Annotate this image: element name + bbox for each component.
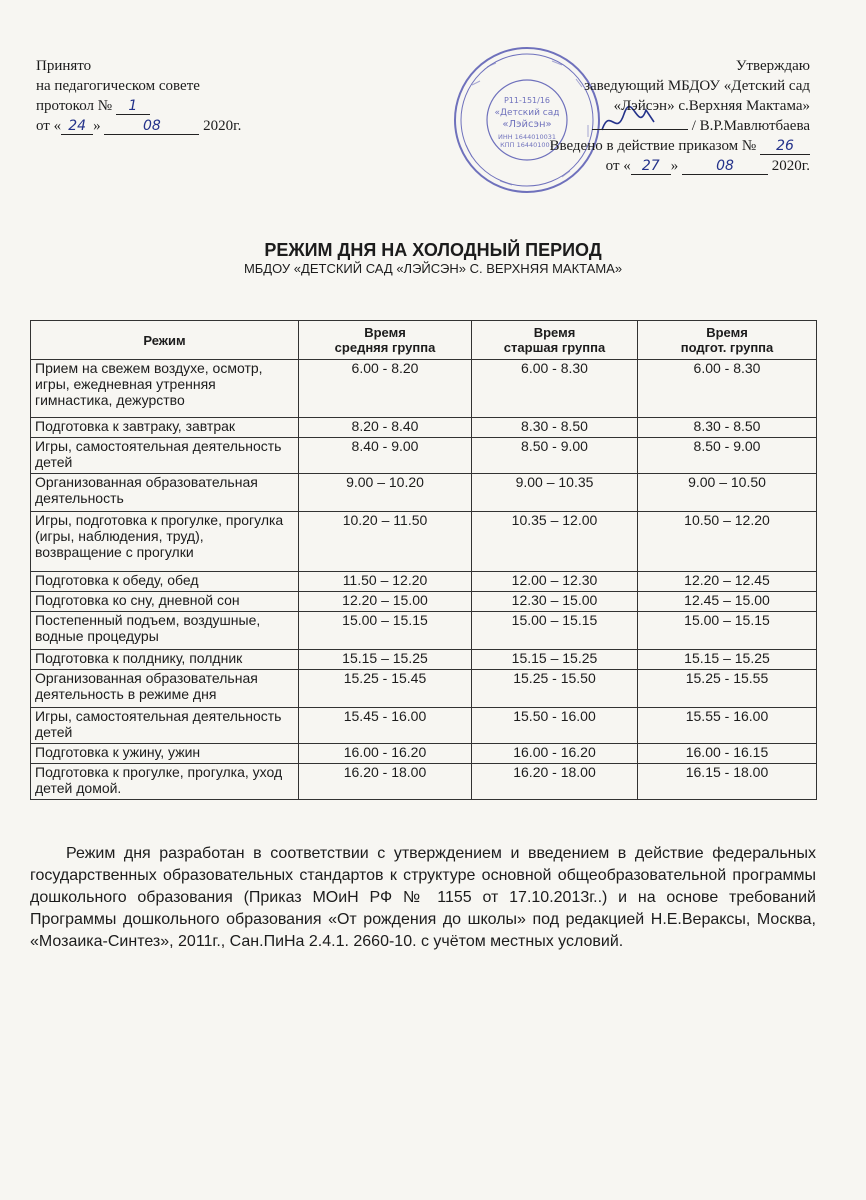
header-prep-group bbox=[638, 321, 817, 360]
page-title: РЕЖИМ ДНЯ НА ХОЛОДНЫЙ ПЕРИОД bbox=[264, 240, 602, 260]
order-label: Введено в действие приказом № bbox=[549, 138, 757, 154]
activity-cell: Прием на свежем воздухе, осмотр, игры, ежедневная утренняя гимнастика, дежурство bbox=[31, 360, 299, 418]
time-middle: 10.20 – 11.50 bbox=[299, 512, 472, 572]
table-row bbox=[31, 572, 817, 592]
activity-cell: Подготовка к завтраку, завтрак bbox=[31, 418, 299, 438]
time-senior: 15.50 - 16.00 bbox=[472, 708, 638, 744]
table-row bbox=[31, 360, 817, 418]
time-senior: 15.15 – 15.25 bbox=[472, 650, 638, 670]
time-prep: 6.00 - 8.30 bbox=[638, 360, 817, 418]
approval-left-line1: Принято bbox=[36, 58, 92, 74]
time-senior: 6.00 - 8.30 bbox=[472, 360, 638, 418]
time-middle: 9.00 – 10.20 bbox=[299, 474, 472, 512]
order-date-mid: » bbox=[670, 158, 679, 174]
table-row bbox=[31, 650, 817, 670]
order-date-year: 2020г. bbox=[771, 158, 810, 174]
table-row bbox=[31, 670, 817, 708]
order-date-month: 08 bbox=[682, 158, 768, 175]
time-senior: 12.30 – 15.00 bbox=[472, 592, 638, 612]
activity-cell: Подготовка к ужину, ужин bbox=[31, 744, 299, 764]
time-senior: 15.25 - 15.50 bbox=[472, 670, 638, 708]
time-prep: 15.55 - 16.00 bbox=[638, 708, 817, 744]
stamp-inn: ИНН 1644010031 bbox=[497, 133, 557, 141]
header-senior-group bbox=[472, 321, 638, 360]
time-middle: 11.50 – 12.20 bbox=[299, 572, 472, 592]
footer-paragraph: Режим дня разработан в соответствии с утверждением и введением в действие федеральных государственных образовательных стандартов к структуре основной общеобразовательной программы дошкольного образования (Приказ МОиН РФ № 1155 от 17.10.2013г..) и на основе требований Программы дошкольного образования «От рождения до школы» под редакцией Н.Е.Вераксы, Москва, «Мозаика-Синтез», 2011г., Сан.ПиНа 2.4.1. 2660-10. с учётом местных условий. bbox=[30, 845, 816, 950]
time-prep: 15.15 – 15.25 bbox=[638, 650, 817, 670]
activity-cell: Организованная образовательная деятельность bbox=[31, 474, 299, 512]
date-day: 24 bbox=[61, 118, 93, 135]
time-prep: 16.15 - 18.00 bbox=[638, 764, 817, 800]
header-regime bbox=[31, 321, 299, 360]
date-mid: » bbox=[93, 118, 101, 134]
order-date-line bbox=[549, 156, 810, 176]
time-middle: 12.20 – 15.00 bbox=[299, 592, 472, 612]
approval-block-left bbox=[36, 56, 241, 136]
activity-cell: Подготовка к полднику, полдник bbox=[31, 650, 299, 670]
time-middle: 15.45 - 16.00 bbox=[299, 708, 472, 744]
time-prep: 10.50 – 12.20 bbox=[638, 512, 817, 572]
approval-right-line2: заведующий МБДОУ «Детский сад bbox=[584, 78, 810, 94]
time-prep: 9.00 – 10.50 bbox=[638, 474, 817, 512]
time-middle: 15.25 - 15.45 bbox=[299, 670, 472, 708]
table-row bbox=[31, 438, 817, 474]
page-subtitle: МБДОУ «ДЕТСКИЙ САД «ЛЭЙСЭН» С. ВЕРХНЯЯ МАКТАМА» bbox=[243, 261, 623, 276]
activity-cell: Игры, подготовка к прогулке, прогулка (игры, наблюдения, труд), возвращение с прогулки bbox=[31, 512, 299, 572]
time-middle: 6.00 - 8.20 bbox=[299, 360, 472, 418]
activity-cell: Подготовка к прогулке, прогулка, уход детей домой. bbox=[31, 764, 299, 800]
time-senior: 16.00 - 16.20 bbox=[472, 744, 638, 764]
table-row bbox=[31, 512, 817, 572]
header-sublabel: подгот. группа bbox=[680, 340, 774, 355]
header-regime-label: Режим bbox=[143, 332, 186, 348]
header-sublabel: средняя группа bbox=[334, 340, 436, 355]
approval-block-right bbox=[549, 56, 810, 176]
date-prefix: от « bbox=[36, 118, 62, 134]
date-year: 2020г. bbox=[203, 118, 242, 134]
order-date-day: 27 bbox=[631, 158, 671, 175]
table-row bbox=[31, 418, 817, 438]
approval-left-line2: на педагогическом совете bbox=[36, 78, 200, 94]
time-middle: 15.00 – 15.15 bbox=[299, 612, 472, 650]
order-line bbox=[549, 136, 810, 156]
header-middle-group bbox=[299, 321, 472, 360]
time-prep: 15.25 - 15.55 bbox=[638, 670, 817, 708]
time-senior: 9.00 – 10.35 bbox=[472, 474, 638, 512]
signature-name: / В.Р.Мавлютбаева bbox=[691, 118, 810, 134]
date-month: 08 bbox=[104, 118, 199, 135]
stamp-center-2: «Лэйсэн» bbox=[502, 119, 552, 130]
time-middle: 15.15 – 15.25 bbox=[299, 650, 472, 670]
table-header-row bbox=[31, 321, 817, 360]
time-senior: 15.00 – 15.15 bbox=[472, 612, 638, 650]
protocol-date-line bbox=[36, 116, 241, 136]
time-senior: 10.35 – 12.00 bbox=[472, 512, 638, 572]
approval-right-line1: Утверждаю bbox=[735, 58, 810, 74]
header-label: Время bbox=[364, 325, 406, 340]
time-prep: 12.20 – 12.45 bbox=[638, 572, 817, 592]
time-senior: 16.20 - 18.00 bbox=[472, 764, 638, 800]
time-middle: 8.20 - 8.40 bbox=[299, 418, 472, 438]
protocol-line bbox=[36, 96, 241, 116]
signature-blank bbox=[592, 129, 688, 130]
time-prep: 16.00 - 16.15 bbox=[638, 744, 817, 764]
activity-cell: Подготовка ко сну, дневной сон bbox=[31, 592, 299, 612]
protocol-label: протокол № bbox=[36, 98, 113, 114]
approval-right-line3: «Лэйсэн» с.Верхняя Мактама» bbox=[613, 98, 810, 114]
activity-cell: Постепенный подъем, воздушные, водные процедуры bbox=[31, 612, 299, 650]
protocol-number: 1 bbox=[116, 98, 150, 115]
table-row bbox=[31, 744, 817, 764]
time-middle: 8.40 - 9.00 bbox=[299, 438, 472, 474]
time-middle: 16.20 - 18.00 bbox=[299, 764, 472, 800]
time-senior: 12.00 – 12.30 bbox=[472, 572, 638, 592]
activity-cell: Игры, самостоятельная деятельность детей bbox=[31, 438, 299, 474]
order-number: 26 bbox=[760, 138, 810, 155]
order-date-prefix: от « bbox=[605, 158, 631, 174]
time-senior: 8.50 - 9.00 bbox=[472, 438, 638, 474]
stamp-kpp: КПП 164401001 bbox=[500, 141, 554, 149]
table-row bbox=[31, 764, 817, 800]
stamp-code: Р11-151/16 bbox=[503, 96, 551, 105]
time-middle: 16.00 - 16.20 bbox=[299, 744, 472, 764]
signature-line bbox=[549, 116, 810, 136]
header-sublabel: старшая группа bbox=[503, 340, 606, 355]
table-row bbox=[31, 708, 817, 744]
activity-cell: Подготовка к обеду, обед bbox=[31, 572, 299, 592]
table-row bbox=[31, 592, 817, 612]
table-row bbox=[31, 474, 817, 512]
time-prep: 8.50 - 9.00 bbox=[638, 438, 817, 474]
schedule-table bbox=[30, 320, 817, 800]
time-prep: 15.00 – 15.15 bbox=[638, 612, 817, 650]
table-row bbox=[31, 612, 817, 650]
header-label: Время bbox=[533, 325, 576, 340]
activity-cell: Игры, самостоятельная деятельность детей bbox=[31, 708, 299, 744]
time-prep: 12.45 – 15.00 bbox=[638, 592, 817, 612]
time-senior: 8.30 - 8.50 bbox=[472, 418, 638, 438]
activity-cell: Организованная образовательная деятельность в режиме дня bbox=[31, 670, 299, 708]
time-prep: 8.30 - 8.50 bbox=[638, 418, 817, 438]
stamp-center-1: «Детский сад bbox=[494, 108, 560, 118]
header-label: Время bbox=[706, 325, 748, 340]
